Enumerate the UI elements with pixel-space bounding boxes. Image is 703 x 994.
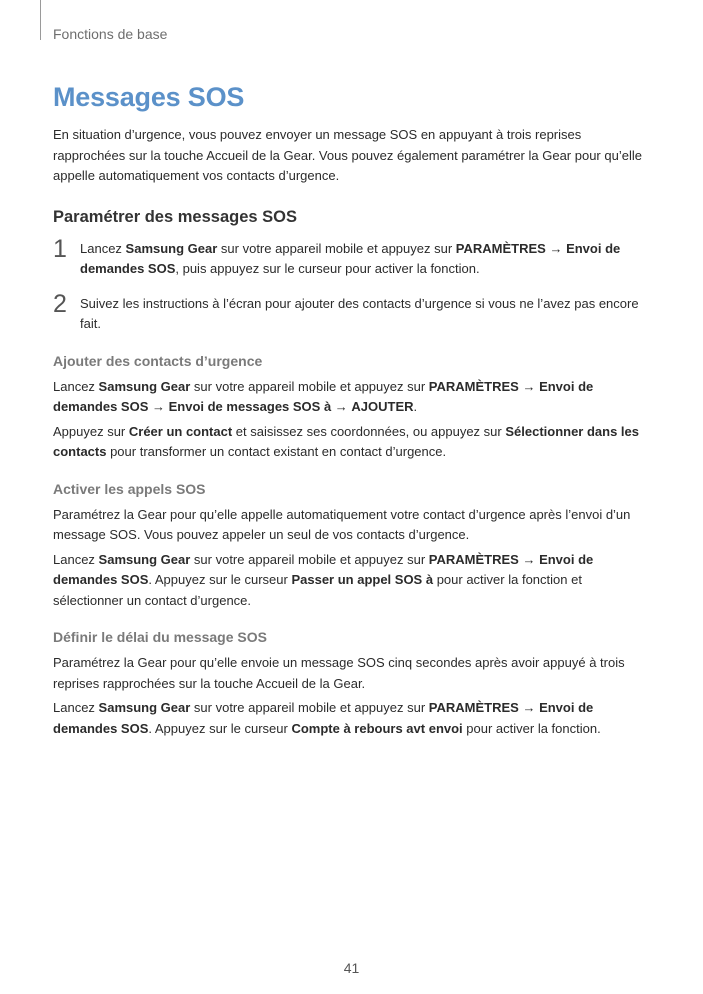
add-contacts-paragraph-2: Appuyez sur Créer un contact et saisissez ses coordonnées, ou appuyez sur Sélectionner dans les contacts pour transformer un contact existant en contact d’urgence. <box>53 423 640 459</box>
intro-paragraph: En situation d’urgence, vous pouvez envoyer un message SOS en appuyant à trois reprises rapprochées sur la touche Accueil de la Gear. Vous pouvez également paramétrer la Gear pour qu’elle appelle automatiquement vos contacts d’urgence. <box>53 127 642 183</box>
subheading-delay: Définir le délai du message SOS <box>53 629 267 645</box>
step-1 <box>53 234 653 280</box>
activate-calls-paragraph-2: Lancez Samsung Gear sur votre appareil mobile et appuyez sur PARAMÈTRES → Envoi de demandes SOS. Appuyez sur le curseur Passer un appel SOS à pour activer la fonction et sélectionner un contact d’urgence. <box>53 551 594 608</box>
delay-paragraph-1: Paramétrez la Gear pour qu’elle envoie un message SOS cinq secondes après avoir appuyé à trois reprises rapprochées sur la touche Accueil de la Gear. <box>53 655 625 691</box>
step-number: 1 <box>53 234 67 263</box>
add-contacts-paragraph-1: Lancez Samsung Gear sur votre appareil mobile et appuyez sur PARAMÈTRES → Envoi de demandes SOS → Envoi de messages SOS à → AJOUTER. <box>53 378 594 414</box>
running-header: Fonctions de base <box>53 26 168 42</box>
step-2 <box>53 289 653 335</box>
section-heading-setup: Paramétrer des messages SOS <box>53 207 297 226</box>
page-number: 41 <box>343 960 360 976</box>
step-2-text: Suivez les instructions à l’écran pour ajouter des contacts d’urgence si vous ne l’avez pas encore fait. <box>80 295 639 331</box>
page-margin-rule <box>40 0 41 40</box>
activate-calls-paragraph-1: Paramétrez la Gear pour qu’elle appelle automatiquement votre contact d’urgence après l’envoi d’un message SOS. Vous pouvez appeler un seul de vos contacts d’urgence. <box>53 506 631 542</box>
page-content <box>53 82 653 739</box>
subheading-activate-calls: Activer les appels SOS <box>53 480 206 497</box>
step-number: 2 <box>53 289 67 318</box>
subheading-add-contacts: Ajouter des contacts d’urgence <box>53 352 263 369</box>
delay-paragraph-2: Lancez Samsung Gear sur votre appareil mobile et appuyez sur PARAMÈTRES → Envoi de demandes SOS. Appuyez sur le curseur Compte à rebours avt envoi pour activer la fonction. <box>53 700 601 736</box>
step-1-text: Lancez Samsung Gear sur votre appareil mobile et appuyez sur PARAMÈTRES → Envoi de demandes SOS, puis appuyez sur le curseur pour activer la fonction. <box>80 240 621 276</box>
page-title: Messages SOS <box>53 82 245 112</box>
